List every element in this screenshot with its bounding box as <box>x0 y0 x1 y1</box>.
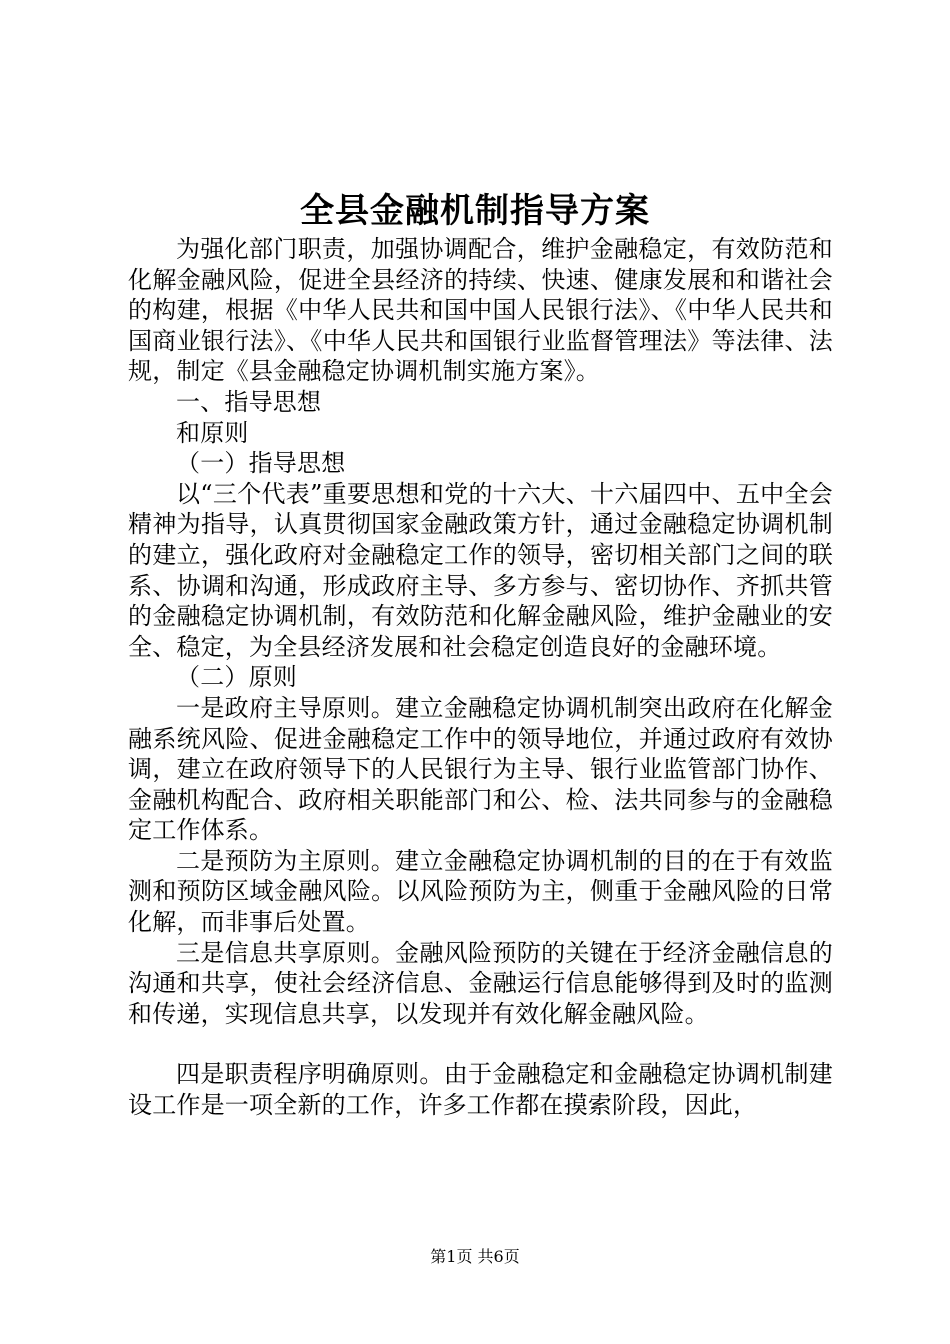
paragraph-principle-three: 三是信息共享原则。金融风险预防的关键在于经济金融信息的沟通和共享，使社会经济信息、金融运行信息能够得到及时的监测和传递，实现信息共享，以发现并有效化解金融风险。 <box>128 938 833 1028</box>
document-body <box>128 234 833 1121</box>
heading-guiding-thought: 一、指导思想 <box>176 387 322 416</box>
document-title: 全县金融机制指导方案 <box>300 191 650 231</box>
paragraph-principle-two: 二是预防为主原则。建立金融稳定协调机制的目的在于有效监测和预防区域金融风险。以风险预防为主，侧重于金融风险的日常化解，而非事后处置。 <box>128 846 833 937</box>
paragraph-principle-one: 一是政府主导原则。建立金融稳定协调机制突出政府在化解金融系统风险、促进金融稳定工作中的领导地位，并通过政府有效协调，建立在政府领导下的人民银行为主导、银行业监管部门协作、金融机构配合、政府相关职能部门和公、检、法共同参与的金融稳定工作体系。 <box>128 693 833 845</box>
subheading-guiding-thought: （一）指导思想 <box>176 449 346 478</box>
paragraph-intro: 为强化部门职责，加强协调配合，维护金融稳定，有效防范和化解金融风险，促进全县经济的持续、快速、健康发展和和谐社会的构建，根据《中华人民共和国中国人民银行法》、《中华人民共和国商业银行法》、《中华人民共和国银行业监督管理法》等法律、法规，制定《县金融稳定协调机制实施方案》。 <box>128 235 833 386</box>
page-footer: 第1页 共6页 <box>430 1247 520 1266</box>
subheading-principles: （二）原则 <box>176 663 297 692</box>
paragraph-principle-four: 四是职责程序明确原则。由于金融稳定和金融稳定协调机制建设工作是一项全新的工作，许多工作都在摸索阶段，因此， <box>128 1060 833 1120</box>
paragraph-guiding-thought: 以“三个代表”重要思想和党的十六大、十六届四中、五中全会精神为指导，认真贯彻国家金融政策方针，通过金融稳定协调机制的建立，强化政府对金融稳定工作的领导，密切相关部门之间的联系、协调和沟通，形成政府主导、多方参与、密切协作、齐抓共管的金融稳定协调机制，有效防范和化解金融风险，维护金融业的安全、稳定，为全县经济发展和社会稳定创造良好的金融环境。 <box>128 479 833 661</box>
heading-principles: 和原则 <box>176 418 249 447</box>
